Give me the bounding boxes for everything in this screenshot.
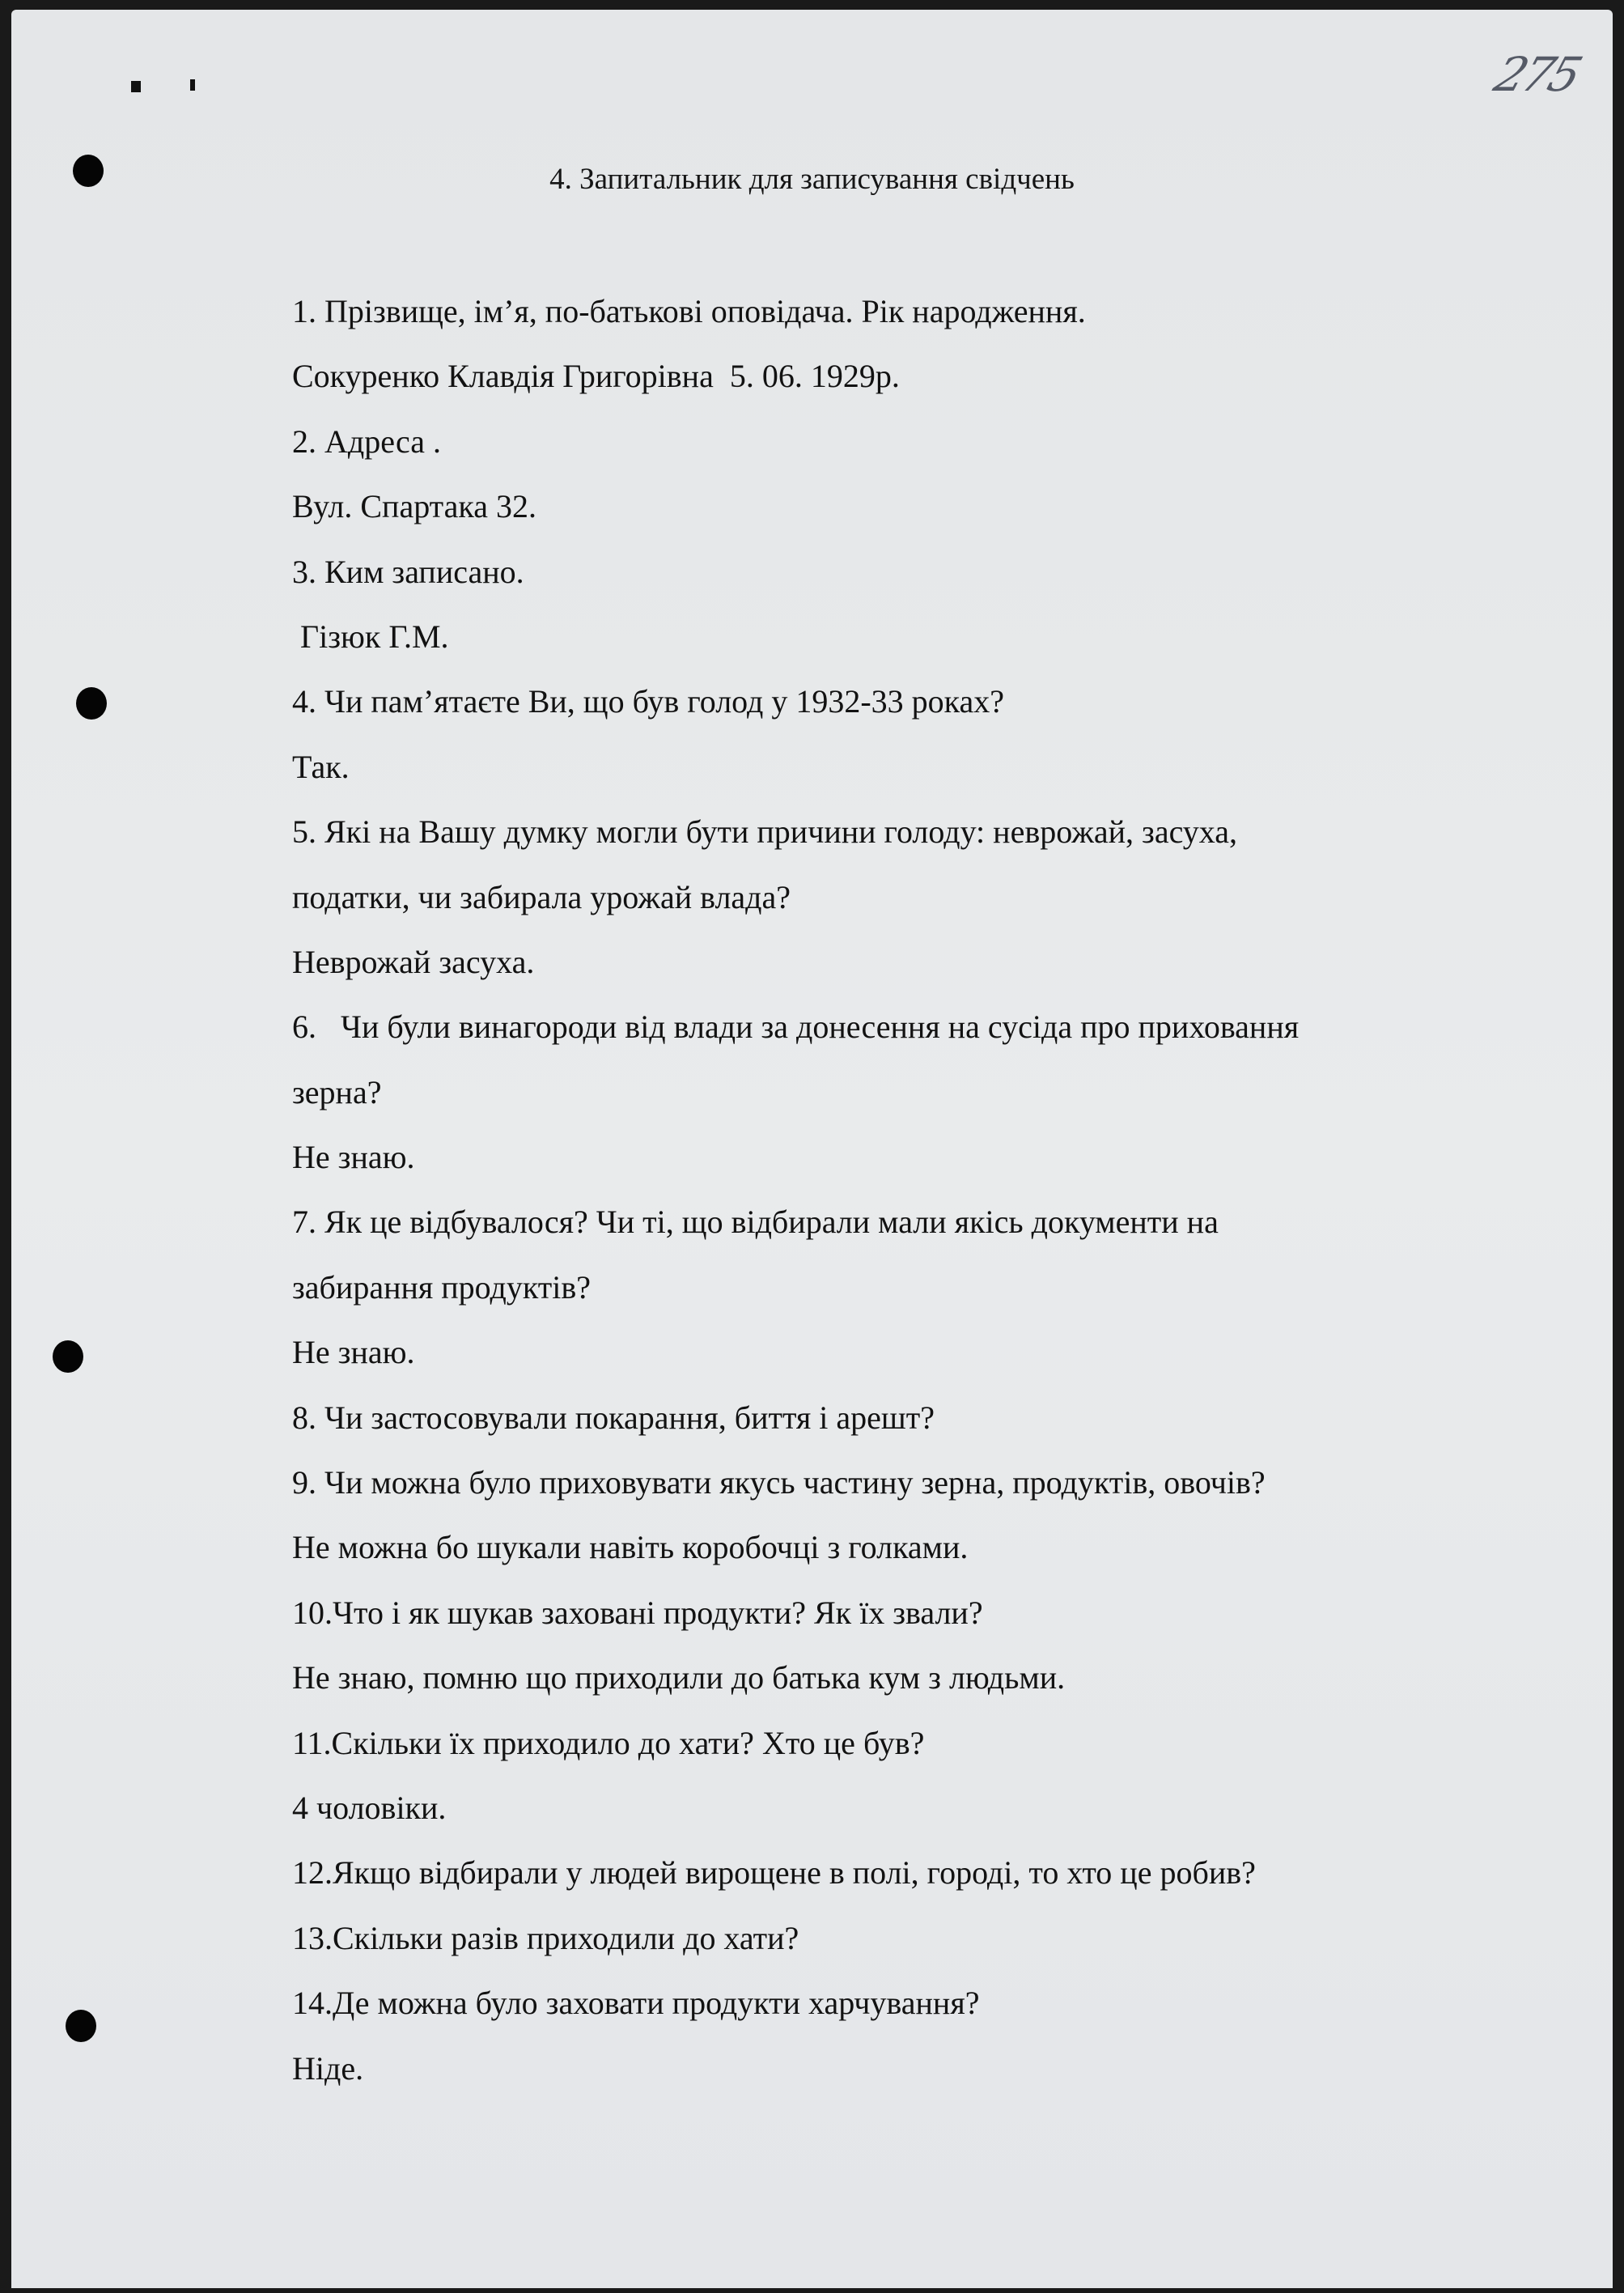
punch-hole <box>76 687 107 720</box>
text-line: 4. Чи пам’ятаєте Ви, що був голод у 1932-33 роках? <box>292 683 1005 720</box>
text-line: Не знаю. <box>292 1139 415 1176</box>
text-line: 3. Ким записано. <box>292 553 524 590</box>
text-line: Ніде. <box>292 2049 364 2087</box>
text-line: Сокуренко Клавдія Григорівна 5. 06. 1929р. <box>292 358 900 395</box>
text-line: 9. Чи можна було приховувати якусь частину зерна, продуктів, овочів? <box>292 1464 1266 1501</box>
ink-mark <box>131 81 141 92</box>
text-line: Гізюк Г.М. <box>292 618 449 655</box>
text-line: 10.Что і як шукав заховані продукти? Як їх звали? <box>292 1594 983 1631</box>
text-line: Вул. Спартака 32. <box>292 488 536 525</box>
punch-hole <box>66 2010 96 2042</box>
text-line: 2. Адреса . <box>292 423 441 460</box>
ink-mark <box>190 79 195 91</box>
text-line: зерна? <box>292 1073 382 1110</box>
text-line: податки, чи забирала урожай влада? <box>292 878 791 915</box>
text-line: 11.Скільки їх приходило до хати? Хто це був? <box>292 1724 925 1761</box>
handwritten-page-number: 275 <box>1487 47 1586 102</box>
text-line: Не можна бо шукали навіть коробочці з голками. <box>292 1529 969 1566</box>
text-line: Не знаю, помню що приходили до батька кум з людьми. <box>292 1659 1066 1696</box>
text-line: Не знаю. <box>292 1334 415 1371</box>
text-line: 8. Чи застосовували покарання, биття і арешт? <box>292 1399 935 1436</box>
text-line: 5. Які на Вашу думку могли бути причини голоду: неврожай, засуха, <box>292 813 1238 851</box>
punch-hole <box>53 1340 83 1373</box>
questionnaire-body <box>292 279 1299 2101</box>
text-line: забирання продуктів? <box>292 1268 592 1306</box>
text-line: 4 чоловіки. <box>292 1789 447 1826</box>
text-line: Неврожай засуха. <box>292 943 535 980</box>
document-title: 4. Запитальник для записування свідчень <box>549 163 1075 196</box>
text-line: Так. <box>292 748 350 785</box>
text-line: 6. Чи були винагороди від влади за донесення на сусіда про приховання <box>292 1008 1300 1046</box>
text-line: 7. Як це відбувалося? Чи ті, що відбирали мали якісь документи на <box>292 1204 1219 1241</box>
text-line: 12.Якщо відбирали у людей вирощене в полі, городі, то хто це робив? <box>292 1854 1256 1892</box>
text-line: 13.Скільки разів приходили до хати? <box>292 1919 799 1956</box>
text-line: 1. Прізвище, ім’я, по-батькові оповідача. Рік народження. <box>292 293 1086 329</box>
text-line: 14.Де можна було заховати продукти харчування? <box>292 1985 980 2022</box>
